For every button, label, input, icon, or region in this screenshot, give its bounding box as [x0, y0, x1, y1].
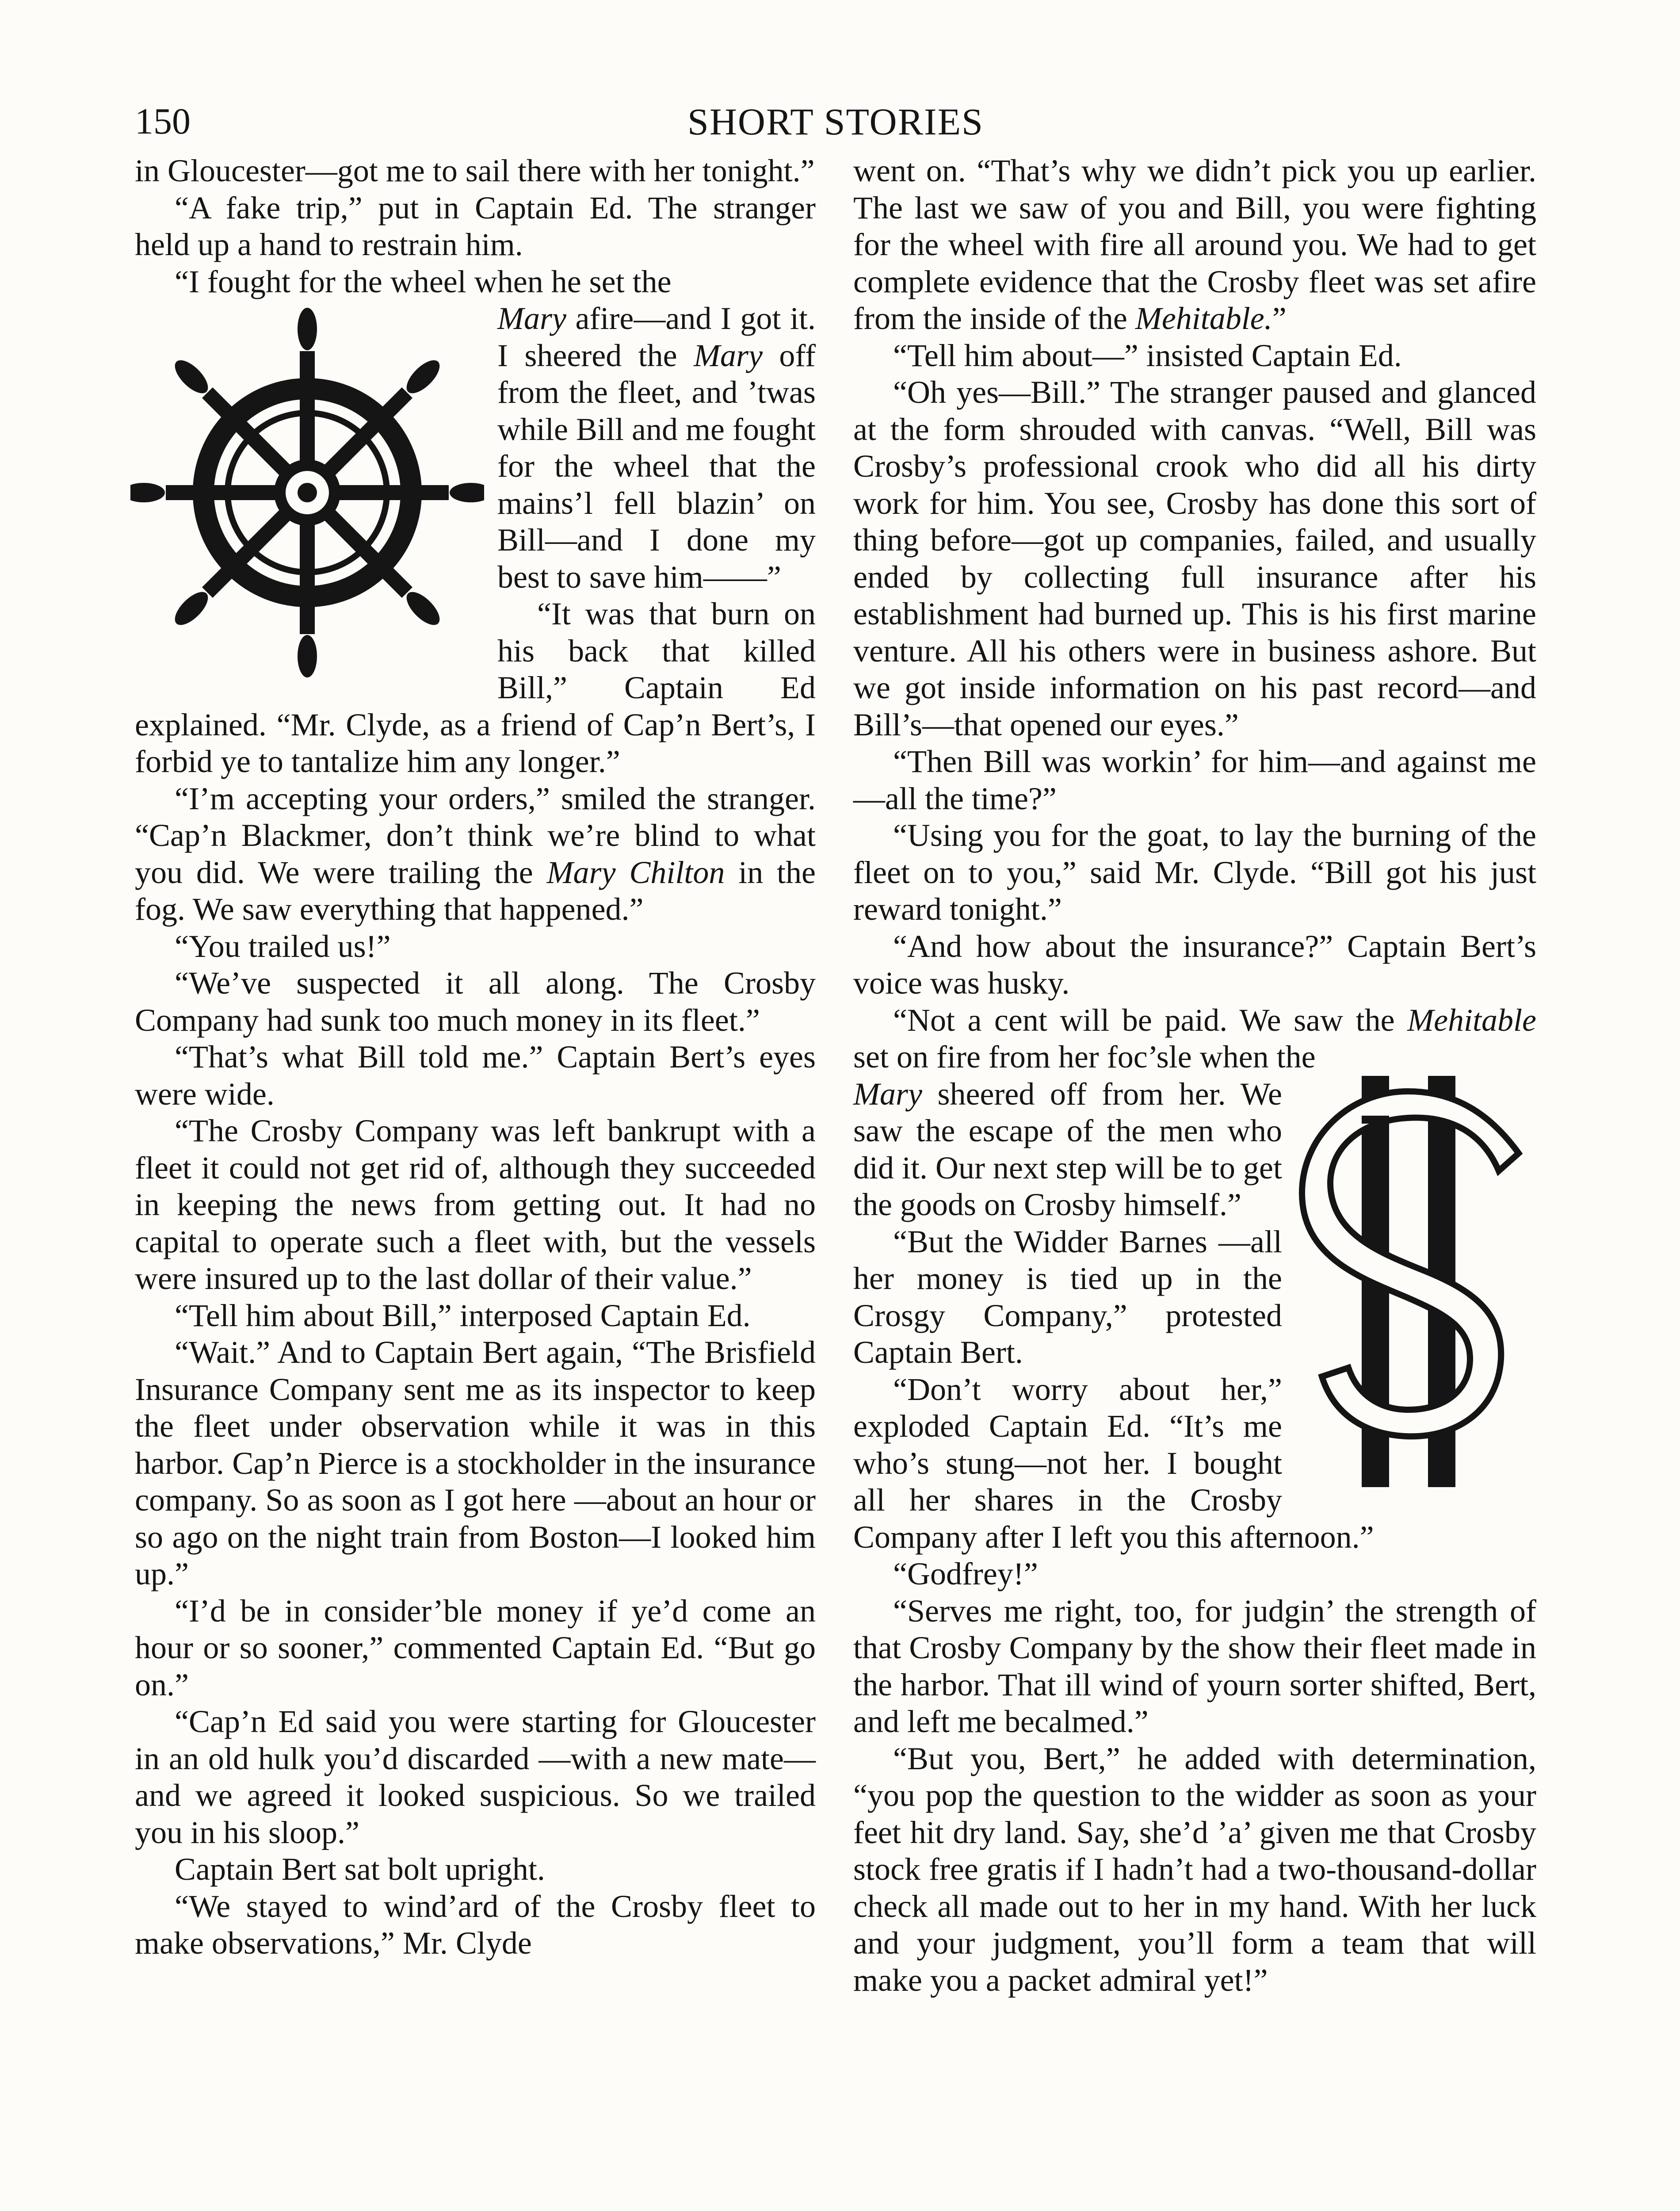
paragraph: “Cap’n Ed said you were starting for Gloucester in an old hulk you’d discarded —with a new mate—and we agreed it looked suspicious. So we trailed you in his sloop.” — [135, 1704, 816, 1850]
paragraph: “It was that burn on his back that killed Bill,” Captain Ed explained. “Mr. Clyde, as a friend of Cap’n Bert’s, I forbid ye to tantalize him any longer.” — [135, 596, 816, 779]
paragraph: “But you, Bert,” he added with determination, “you pop the question to the widder as soon as your feet hit dry land. Say, she’d ’a’ given me that Crosby stock free gratis if I hadn’t had a two-thousand-dollar check all made out to her in my hand. With her luck and your judgment, you’ll form a team that will make you a packet admiral yet!” — [853, 1740, 1536, 1998]
page-header — [135, 97, 1536, 150]
paragraph: “Tell him about—” insisted Captain Ed. — [893, 337, 1402, 373]
paragraph: “Don’t worry about her,” exploded Captain Ed. “It’s me who’s stung—not her. I bought all her shares in the Crosby Company after I left you this afternoon.” — [853, 1371, 1374, 1555]
dollar-sign-icon — [1295, 1076, 1541, 1487]
paragraph: “A fake trip,” put in Captain Ed. The stranger held up a hand to restrain him. — [135, 190, 816, 262]
paragraph: “The Crosby Company was left bankrupt with a fleet it could not get rid of, although they succeeded in keeping the news from getting out. It had no capital to operate such a fleet with, but the vessels were insured up to the last dollar of their value.” — [135, 1113, 816, 1296]
paragraph: “That’s what Bill told me.” Captain Bert’s eyes were wide. — [135, 1039, 816, 1112]
paragraph: “We’ve suspected it all along. The Crosby Company had sunk too much money in its fleet.” — [135, 965, 816, 1038]
paragraph: “Using you for the goat, to lay the burning of the fleet on to you,” said Mr. Clyde. “Bill got his just reward tonight.” — [853, 818, 1536, 927]
paragraph: “We stayed to wind’ard of the Crosby fleet to make observations,” Mr. Clyde — [135, 1888, 816, 1961]
paragraph: “I’m accepting your orders,” smiled the stranger. “Cap’n Blackmer, don’t think we’re blind to what you did. We were trailing the Mary Chilton in the fog. We saw everything that happened.” — [135, 780, 816, 927]
page-number: 150 — [135, 101, 191, 142]
paragraph: Captain Bert sat bolt upright. — [175, 1851, 545, 1887]
paragraph: “I fought for the wheel when he set the — [175, 264, 672, 299]
paragraph: “Tell him about Bill,” interposed Captain Ed. — [175, 1297, 751, 1333]
left-column: in Gloucester—got me to sail there with her tonight.” “A fake trip,” put in Captain Ed. The stranger held up a hand to restrain him. “I fought for the wheel when he set the Mary afire—and I got it. I sheered the Mary off from the fleet, and ’twas while Bill and me fought for the wheel that the mains’l fell blazin’ on Bill—and I done my best to save him——” “It was that burn on his back that killed Bill,” Captain Ed explained. “Mr. Clyde, as a friend of Cap’n Bert’s, I forbid ye to tantalize him any longer.” “I’m accepting your orders,” smiled the stranger. “Cap’n Blackmer, don’t think we’re blind to what you did. We were trailing the Mary Chilton in the fog. We saw everything that happened.” “You trailed us!” “We’ve suspected it all along. The Crosby Company had sunk too much money in its fleet.” “That’s what Bill told me.” Captain Bert’s eyes were wide. “The Crosby Company was left bankrupt with a fleet it could not get rid of, although they succeeded in keeping the news from getting out. It had no capital to operate such a fleet with, but the vessels were insured up to the last dollar of their value.” “Tell him about Bill,” interposed Captain Ed. “Wait.” And to Captain Bert again, “The Brisfield Insurance Company sent me as its inspector to keep the fleet under observation while it was in this harbor. Cap’n Pierce is a stockholder in the insurance company. So as soon as I got here —about an hour or so ago on the night train from Boston—I looked him up.” “I’d be in consider’ble money if ye’d come an hour or so sooner,” commented Captain Ed. “But go on.” “Cap’n Ed said you were starting for Gloucester in an old hulk you’d discarded —with a new mate—and we agreed it looked suspicious. So we trailed you in his sloop.” Captain Bert sat bolt upright. “We stayed to wind’ard of the Crosby fleet to make observations,” Mr. Clyde — [135, 153, 816, 1962]
right-column: went on. “That’s why we didn’t pick you up earlier. The last we saw of you and Bill, you were fighting for the wheel with fire all around you. We had to get complete evidence that the Crosby fleet was set afire from the inside of the Mehitable.” “Tell him about—” insisted Captain Ed. “Oh yes—Bill.” The stranger paused and glanced at the form shrouded with canvas. “Well, Bill was Crosby’s professional crook who did all his dirty work for him. You see, Crosby has done this sort of thing before—got up companies, failed, and usually ended by collecting full insurance after his establishment had burned up. This is his first marine venture. All his others were in business ashore. But we got inside information on his past record—and Bill’s—that opened our eyes.” “Then Bill was workin’ for him—and against me—all the time?” “Using you for the goat, to lay the burning of the fleet on to you,” said Mr. Clyde. “Bill got his just reward tonight.” “And how about the insurance?” Captain Bert’s voice was husky. “Not a cent will be paid. We saw the Mehitable set on fire from her foc’sle when the Mary sheered off from her. We saw the escape of the men who did it. Our next step will be to get the goods on Crosby himself.” “But the Widder Barnes —all her money is tied up in the Crosgy Company,” protested Captain Bert. “Don’t worry about her,” exploded Captain Ed. “It’s me who’s stung—not her. I bought all her shares in the Crosby Company after I left you this afternoon.” “Godfrey!” “Serves me right, too, for judgin’ the strength of that Crosby Company by the show their fleet made in the harbor. That ill wind of yourn sorter shifted, Bert, and left me becalmed.” “But you, Bert,” he added with determination, “you pop the question to the widder as soon as your feet hit dry land. Say, she’d ’a’ given me that Crosby stock free gratis if I hadn’t had a two-thousand-dollar check all made out to her in my hand. With her luck and your judgment, you’ll form a team that will make you a packet admiral yet!” — [853, 153, 1536, 1999]
paragraph: “Serves me right, too, for judgin’ the strength of that Crosby Company by the show their fleet made in the harbor. That ill wind of yourn sorter shifted, Bert, and left me becalmed.” — [853, 1593, 1536, 1739]
running-head: SHORT STORIES — [687, 100, 984, 143]
paragraph: “You trailed us!” — [175, 928, 391, 964]
paragraph: “But the Widder Barnes —all her money is tied up in the Crosgy Company,” protested Captain Bert. — [853, 1224, 1282, 1370]
ship-wheel-icon — [130, 300, 484, 685]
paragraph: “Not a cent will be paid. We saw the Mehitable set on fire from her foc’sle when the — [853, 1002, 1536, 1075]
paragraph: “Godfrey!” — [893, 1556, 1038, 1591]
paragraph: went on. “That’s why we didn’t pick you up earlier. The last we saw of you and Bill, you were fighting for the wheel with fire all around you. We had to get complete evidence that the Crosby fleet was set afire from the inside of the Mehitable.” — [853, 153, 1536, 336]
paragraph: “Then Bill was workin’ for him—and against me—all the time?” — [853, 744, 1536, 816]
paragraph: “I’d be in consider’ble money if ye’d come an hour or so sooner,” commented Captain Ed. “But go on.” — [135, 1593, 816, 1702]
paragraph: “Wait.” And to Captain Bert again, “The Brisfield Insurance Company sent me as its inspector to keep the fleet under observation while it was in this harbor. Cap’n Pierce is a stockholder in the insurance company. So as soon as I got here —about an hour or so ago on the night train from Boston—I looked him up.” — [135, 1335, 816, 1591]
paragraph: in Gloucester—got me to sail there with her tonight.” — [135, 153, 815, 188]
paragraph: “And how about the insurance?” Captain Bert’s voice was husky. — [853, 928, 1536, 1001]
paragraph: “Oh yes—Bill.” The stranger paused and glanced at the form shrouded with canvas. “Well, Bill was Crosby’s professional crook who did all his dirty work for him. You see, Crosby has done this sort of thing before—got up companies, failed, and usually ended by collecting full insurance after his establishment had burned up. This is his first marine venture. All his others were in business ashore. But we got inside information on his past record—and Bill’s—that opened our eyes.” — [853, 375, 1536, 742]
